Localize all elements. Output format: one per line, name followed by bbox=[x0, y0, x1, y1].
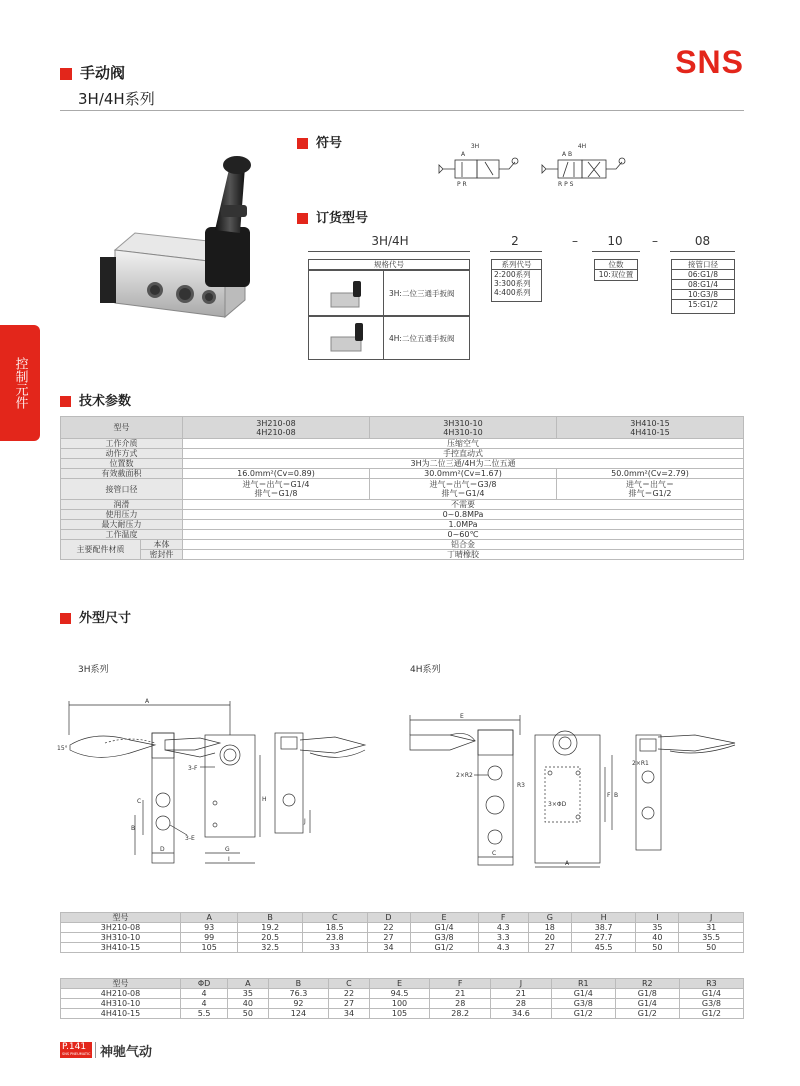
footer-divider bbox=[95, 1042, 96, 1058]
symbol-4h-port-top: A B bbox=[562, 151, 573, 158]
dim-b: B bbox=[131, 825, 136, 832]
dim-2r2: 2×R2 bbox=[456, 772, 473, 779]
underline-port bbox=[670, 251, 735, 252]
order-series-label: 系列代号 bbox=[491, 259, 542, 270]
series-option: 4:400系列 bbox=[494, 288, 531, 297]
underline-series bbox=[490, 251, 542, 252]
category-tab: 控制元件 bbox=[0, 325, 40, 441]
tech-model-3: 3H410-15 4H410-15 bbox=[557, 417, 744, 439]
dims-4h-label: 4H系列 bbox=[410, 665, 441, 675]
table-row: 位置数 3H为二位三通/4H为二位五通 bbox=[61, 459, 744, 469]
series-option: 3:300系列 bbox=[494, 279, 531, 288]
symbol-3h-label: 3H bbox=[470, 143, 480, 150]
order-model-label: 规格代号 bbox=[308, 259, 470, 270]
table-row: 4H310-10 4 40 92 27 100 28 28 G3/8 G1/4 G3/8 bbox=[61, 999, 744, 1009]
dim-j: J bbox=[304, 818, 306, 825]
table-row: 有效截面积 16.0mm²(Cv=0.89) 30.0mm²(Cv=1.67) 50.0mm²(Cv=2.79) bbox=[61, 469, 744, 479]
cell-divider bbox=[383, 271, 384, 315]
port-option: 06:G1/8 bbox=[672, 270, 734, 280]
symbol-4h-port-bottom: R P S bbox=[558, 181, 574, 188]
dims-4h-header: 型号 ΦD A B C E F J R1 R2 R3 bbox=[61, 979, 744, 989]
dim-c: C bbox=[137, 798, 142, 805]
dims-3h-table bbox=[60, 912, 744, 953]
order-code-model: 3H/4H bbox=[371, 234, 409, 248]
order-pos-label: 位数 bbox=[594, 259, 638, 270]
dim-angle: 15° bbox=[57, 745, 68, 752]
section-marker bbox=[297, 138, 308, 149]
title-marker bbox=[60, 68, 72, 80]
underline-pos bbox=[592, 251, 640, 252]
dims-4h-table bbox=[60, 978, 744, 1019]
order-dash-2: – bbox=[652, 234, 658, 248]
desc-4h: 4H:二位五通手扳阀 bbox=[389, 334, 455, 343]
dim-a: A bbox=[145, 698, 150, 705]
order-3h-row bbox=[308, 270, 470, 316]
tech-col-label: 型号 bbox=[61, 417, 183, 439]
tech-model-2: 3H310-10 4H310-10 bbox=[370, 417, 557, 439]
table-row: 动作方式 手控直动式 bbox=[61, 449, 744, 459]
section-symbol: 符号 bbox=[297, 132, 342, 151]
dim-c2: C bbox=[492, 850, 497, 857]
dims-3h-label: 3H系列 bbox=[78, 665, 109, 675]
port-option: 10:G3/8 bbox=[672, 290, 734, 300]
series-option: 2:200系列 bbox=[494, 270, 531, 279]
section-dims: 外型尺寸 bbox=[60, 607, 131, 626]
page-sub: SNS PNEUMATIC bbox=[62, 1052, 91, 1056]
symbol-4h-diagram bbox=[530, 140, 630, 190]
order-code-port: 08 bbox=[694, 234, 711, 248]
symbol-4h-label: 4H bbox=[577, 143, 587, 150]
dim-i: I bbox=[228, 856, 230, 863]
dim-g: G bbox=[225, 846, 230, 853]
drawing-3h bbox=[55, 695, 375, 875]
brand-logo: SNS bbox=[675, 44, 744, 80]
dim-2r1: 2×R1 bbox=[632, 760, 649, 767]
tech-model-1: 3H210-08 4H210-08 bbox=[183, 417, 370, 439]
dim-h: H bbox=[262, 796, 267, 803]
page-number: P.141 bbox=[62, 1042, 87, 1052]
table-row: 工作温度 0~60℃ bbox=[61, 530, 744, 540]
page-title: 手动阀 bbox=[60, 62, 125, 83]
page-number-badge bbox=[60, 1042, 92, 1058]
section-marker bbox=[60, 396, 71, 407]
order-port-options bbox=[671, 270, 735, 314]
symbol-3h-port-top: A bbox=[461, 151, 466, 158]
section-tech: 技术参数 bbox=[60, 390, 131, 409]
order-port-label: 接管口径 bbox=[671, 259, 735, 270]
symbol-3h-diagram bbox=[425, 140, 525, 190]
table-row: 工作介质 压缩空气 bbox=[61, 439, 744, 449]
section-marker bbox=[297, 213, 308, 224]
table-row: 最大耐压力 1.0MPa bbox=[61, 520, 744, 530]
table-row: 润滑 不需要 bbox=[61, 500, 744, 510]
order-4h-row bbox=[308, 316, 470, 360]
table-row: 接管口径 进气＝出气＝G1/4 排气＝G1/8 进气＝出气＝G3/8 排气＝G1/4 进气＝出气＝ 排气＝G1/2 bbox=[61, 479, 744, 500]
tech-header-row bbox=[61, 417, 744, 439]
dim-3f: 3-F bbox=[188, 765, 198, 772]
port-option: 15:G1/2 bbox=[688, 300, 718, 309]
tech-table bbox=[60, 416, 744, 560]
order-code-series: 2 bbox=[511, 234, 519, 248]
order-series-options bbox=[491, 270, 542, 302]
thumb-4h bbox=[329, 321, 369, 355]
table-row: 4H410-15 5.5 50 124 34 105 28.2 34.6 G1/2 G1/2 G1/2 bbox=[61, 1009, 744, 1019]
table-row: 3H410-15 105 32.5 33 34 G1/2 4.3 27 45.5 50 50 bbox=[61, 943, 744, 953]
dim-e: E bbox=[460, 713, 464, 720]
series-title: 3H/4H系列 bbox=[78, 90, 155, 108]
order-code-pos: 10 bbox=[607, 234, 623, 248]
dim-d: D bbox=[160, 846, 165, 853]
order-dash-1: – bbox=[572, 234, 578, 248]
table-row: 3H210-08 93 19.2 18.5 22 G1/4 4.3 18 38.7 35 31 bbox=[61, 923, 744, 933]
dim-a2: A bbox=[565, 860, 570, 867]
dim-3phid: 3×ΦD bbox=[548, 801, 567, 808]
dim-b2: B bbox=[614, 792, 619, 799]
dim-f: F bbox=[607, 792, 611, 799]
table-row: 密封件 丁晴橡胶 bbox=[61, 550, 744, 560]
header-divider bbox=[60, 110, 744, 111]
underline-model bbox=[308, 251, 470, 252]
drawing-4h bbox=[400, 705, 745, 875]
cell-divider bbox=[383, 317, 384, 359]
product-image bbox=[95, 145, 275, 325]
symbol-3h-port-bottom: P R bbox=[457, 181, 467, 188]
company-name: 神驰气动 bbox=[100, 1045, 153, 1060]
section-order: 订货型号 bbox=[297, 207, 368, 226]
table-row: 主要配件材质 本体 铝合金 bbox=[61, 540, 744, 550]
dim-r3: R3 bbox=[517, 782, 525, 789]
pos-option: 10:双位置 bbox=[594, 270, 638, 281]
dim-3e: 3-E bbox=[185, 835, 195, 842]
thumb-3h bbox=[329, 277, 369, 311]
table-row: 使用压力 0~0.8MPa bbox=[61, 510, 744, 520]
section-marker bbox=[60, 613, 71, 624]
dims-3h-header: 型号 A B C D E F G H I J bbox=[61, 913, 744, 923]
desc-3h: 3H:二位三通手扳阀 bbox=[389, 289, 455, 298]
table-row: 4H210-08 4 35 76.3 22 94.5 21 21 G1/4 G1/8 G1/4 bbox=[61, 989, 744, 999]
table-row: 3H310-10 99 20.5 23.8 27 G3/8 3.3 20 27.7 40 35.5 bbox=[61, 933, 744, 943]
port-option: 08:G1/4 bbox=[672, 280, 734, 290]
